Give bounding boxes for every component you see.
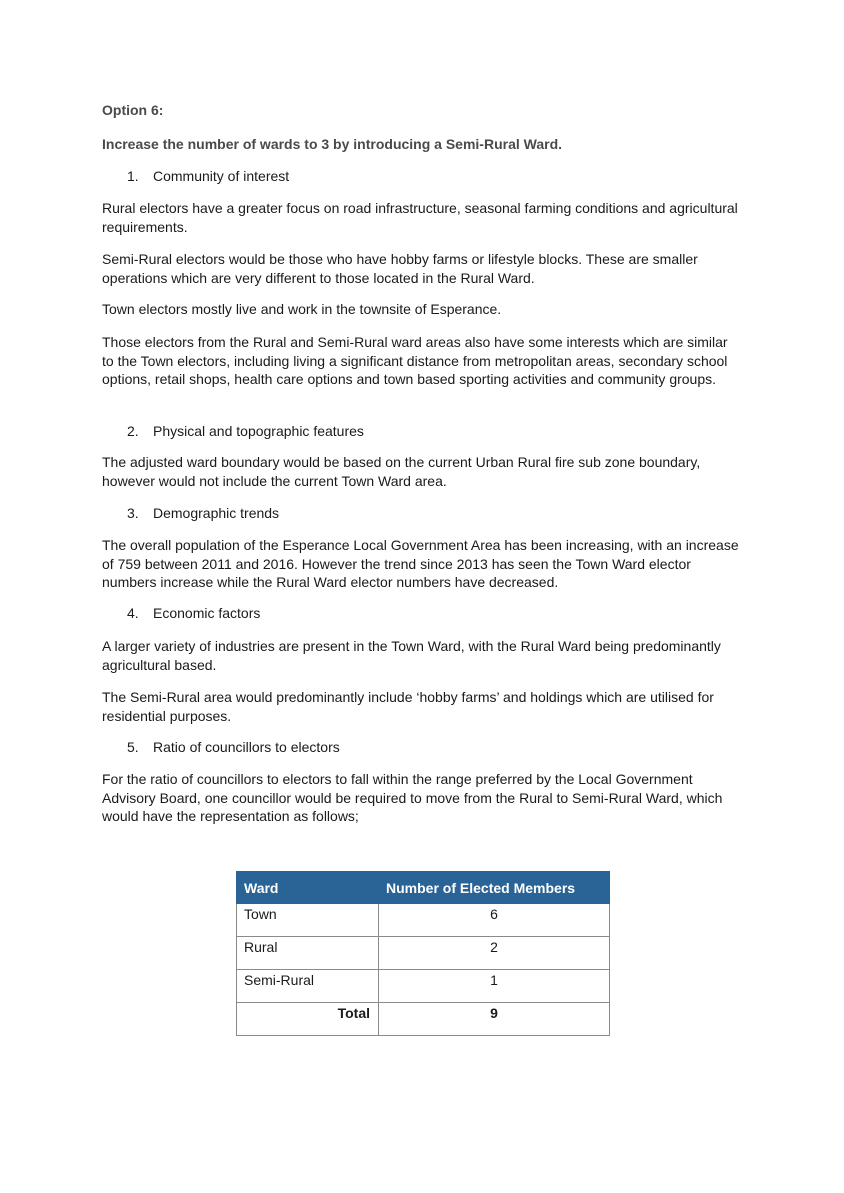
paragraph-industries: A larger variety of industries are present in the Town Ward, with the Rural Ward being predominantly agricultural based. bbox=[102, 638, 721, 673]
paragraph-semi-rural-electors: Semi-Rural electors would be those who have hobby farms or lifestyle blocks. These are smaller operations which are very different to those located in the Rural Ward. bbox=[102, 251, 698, 286]
paragraph-rural-electors: Rural electors have a greater focus on road infrastructure, seasonal farming conditions and agricultural requirements. bbox=[102, 200, 738, 235]
section-3-number: 3. bbox=[127, 505, 139, 521]
section-1-title: Community of interest bbox=[153, 168, 290, 184]
section-5-title: Ratio of councillors to electors bbox=[153, 739, 340, 755]
paragraph-semi-rural-area: The Semi-Rural area would predominantly include ‘hobby farms’ and holdings which are utilised for residential purposes. bbox=[102, 689, 714, 724]
ward-cell: Town bbox=[237, 904, 379, 937]
section-5-number: 5. bbox=[127, 739, 139, 755]
header-ward: Ward bbox=[237, 872, 379, 904]
section-2-title: Physical and topographic features bbox=[153, 423, 364, 439]
ward-members-table bbox=[236, 871, 610, 1036]
paragraph-shared-interests: Those electors from the Rural and Semi-Rural ward areas also have some interests which are similar to the Town electors, including living a significant distance from metropolitan areas, secondary school options, retail shops, health care options and town based sporting activities and community groups. bbox=[102, 334, 728, 387]
table-total-row bbox=[237, 1003, 610, 1036]
section-4 bbox=[127, 605, 260, 621]
table-row bbox=[237, 970, 610, 1003]
paragraph-town-electors: Town electors mostly live and work in the townsite of Esperance. bbox=[102, 301, 502, 317]
option-subheading: Increase the number of wards to 3 by introducing a Semi-Rural Ward. bbox=[102, 136, 563, 152]
section-3-title: Demographic trends bbox=[153, 505, 280, 521]
paragraph-population: The overall population of the Esperance Local Government Area has been increasing, with an increase of 759 between 2011 and 2016. However the trend since 2013 has seen the Town Ward elector numbers increase while the Rural Ward elector numbers have decreased. bbox=[102, 537, 739, 590]
section-2 bbox=[127, 423, 364, 439]
ward-cell: Semi-Rural bbox=[237, 970, 379, 1003]
paragraph-ward-boundary: The adjusted ward boundary would be based on the current Urban Rural fire sub zone boundary, however would not include the current Town Ward area. bbox=[102, 454, 701, 489]
table-row bbox=[237, 937, 610, 970]
total-value: 9 bbox=[379, 1003, 610, 1036]
section-2-number: 2. bbox=[127, 423, 139, 439]
section-1 bbox=[127, 168, 289, 184]
members-cell: 6 bbox=[379, 904, 610, 937]
table-row bbox=[237, 904, 610, 937]
section-1-number: 1. bbox=[127, 168, 139, 184]
section-4-number: 4. bbox=[127, 605, 139, 621]
total-label: Total bbox=[237, 1003, 379, 1036]
members-cell: 1 bbox=[379, 970, 610, 1003]
ward-cell: Rural bbox=[237, 937, 379, 970]
members-cell: 2 bbox=[379, 937, 610, 970]
paragraph-ratio: For the ratio of councillors to electors to fall within the range preferred by the Local Government Advisory Board, one councillor would be required to move from the Rural to Semi-Rural Ward, which would have the representation as follows; bbox=[102, 771, 723, 824]
section-4-title: Economic factors bbox=[153, 605, 261, 621]
table-header-row bbox=[237, 872, 610, 904]
header-number-of-elected-members: Number of Elected Members bbox=[379, 872, 610, 904]
option-heading: Option 6: bbox=[102, 102, 164, 118]
section-3 bbox=[127, 505, 279, 521]
section-5 bbox=[127, 739, 340, 755]
